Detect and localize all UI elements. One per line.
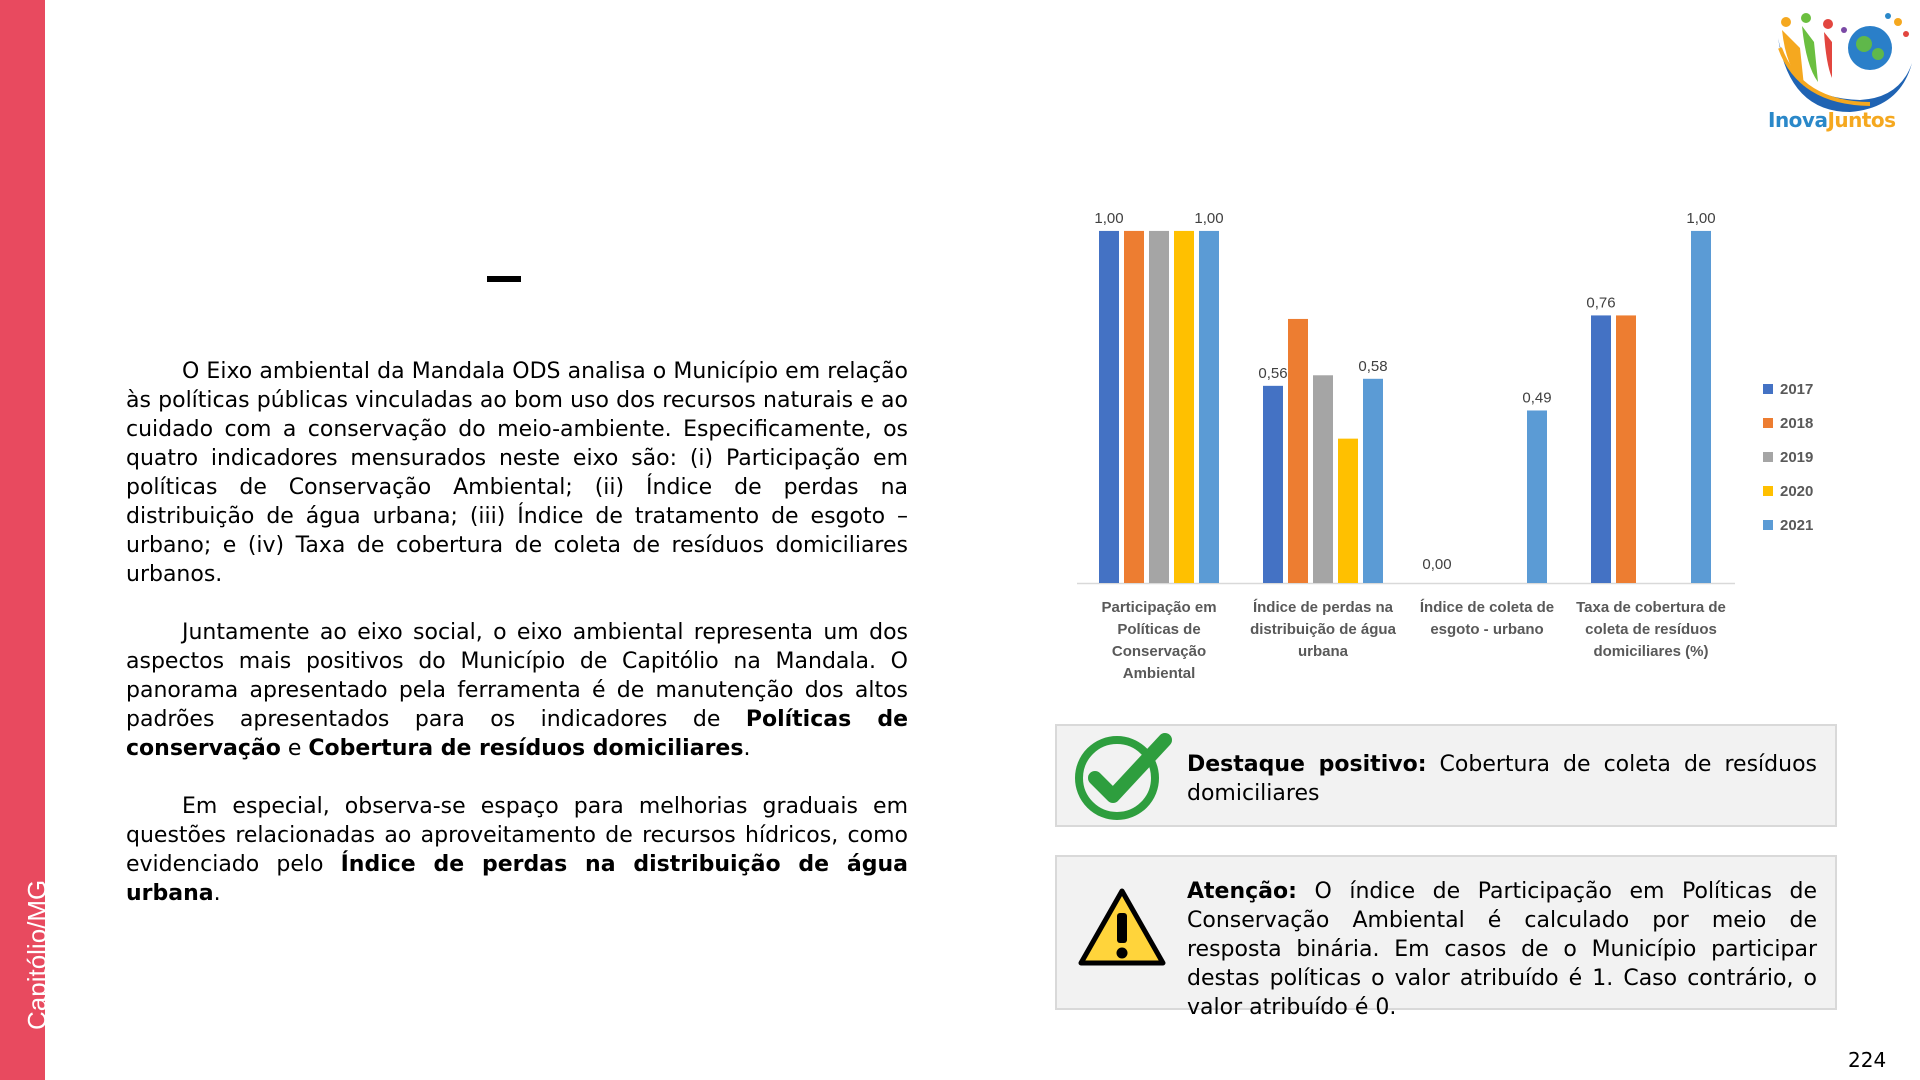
side-label: Capitólio/MG	[22, 879, 52, 1030]
attention-content: O índice de Participação em Políticas de Conservação Ambiental é calculado por meio de resposta binária. Em casos de o Município participar destas políticas o valor atribuído é 1. Caso contrário, o valor atribuído é 0.	[1187, 879, 1817, 1020]
bar-2019-cat-1	[1149, 231, 1169, 583]
check-icon	[1073, 732, 1173, 822]
bar-2020-cat-1	[1174, 231, 1194, 583]
category-label-2-line-3: urbana	[1297, 643, 1349, 660]
logo-text-part1: Inova	[1768, 108, 1828, 132]
paragraph-1: O Eixo ambiental da Mandala ODS analisa o Município em relação às políticas públicas vinculadas ao bom uso dos recursos naturais e ao cuidado com a conservação do meio-ambiente. Especificamente, os quatro indicadores mensurados neste eixo são: (i) Participação em políticas de Conservação Ambiental; (ii) Índice de perdas na distribuição de água urbana; (iii) Índice de tratamento de esgoto – urbano; e (iv) Taxa de cobertura de coleta de resíduos domiciliares urbanos.	[126, 359, 908, 587]
category-label-1-line-4: Ambiental	[1122, 665, 1196, 682]
paragraph-3-bold: Índice de perdas na distribuição de água urbana	[126, 852, 908, 906]
bar-2017-cat-1	[1099, 231, 1119, 583]
bar-2021-cat-4	[1691, 231, 1711, 583]
paragraph-2-end: .	[743, 736, 751, 761]
legend-label: 2017	[1780, 380, 1814, 398]
legend-item-2021	[1763, 508, 1813, 542]
bar-2020-cat-2	[1338, 439, 1358, 583]
data-label-1: 1,00	[1094, 209, 1124, 227]
highlight-box	[1055, 724, 1837, 827]
category-label-3-line-1: Índice de coleta de	[1419, 599, 1555, 616]
bar-2021-cat-2	[1363, 379, 1383, 583]
category-label-2-line-2: distribuição de água	[1250, 621, 1396, 638]
paragraph-3-text: Em especial, observa-se espaço para melhorias graduais em questões relacionadas ao aproveitamento de recursos hídricos, como evidenciado pelo	[126, 794, 908, 877]
paragraph-2-text: Juntamente ao eixo social, o eixo ambiental representa um dos aspectos mais positivos do Município de Capitólio na Mandala. O panorama apresentado pela ferramenta é de manutenção dos altos padrões apresentados para os indicadores de	[126, 620, 908, 732]
category-label-1-line-2: Políticas de	[1117, 621, 1201, 638]
data-label-7: 0,76	[1586, 294, 1616, 312]
data-label-2: 1,00	[1194, 209, 1224, 227]
data-label-6: 0,49	[1522, 389, 1552, 407]
legend-item-2018	[1763, 406, 1813, 440]
warning-icon	[1077, 887, 1167, 967]
paragraph-3-end: .	[213, 881, 221, 906]
legend-label: 2019	[1780, 448, 1814, 466]
bar-2018-cat-2	[1288, 319, 1308, 583]
legend-swatch	[1763, 384, 1773, 394]
attention-box	[1055, 855, 1837, 1020]
legend-label: 2021	[1780, 516, 1814, 534]
bar-2018-cat-1	[1124, 231, 1144, 583]
category-label-4-line-3: domiciliares (%)	[1593, 643, 1709, 660]
legend-swatch	[1763, 486, 1773, 496]
bar-2019-cat-2	[1313, 375, 1333, 583]
legend-swatch	[1763, 452, 1773, 462]
bar-chart	[1060, 195, 1760, 695]
attention-text	[1187, 877, 1817, 1022]
bar-2017-cat-4	[1591, 315, 1611, 583]
logo-text-part2: Juntos	[1827, 108, 1896, 132]
data-label-8: 1,00	[1686, 209, 1716, 227]
legend-label: 2018	[1780, 414, 1814, 432]
title-dash	[487, 276, 521, 282]
data-label-5: 0,00	[1422, 556, 1452, 573]
category-label-4-line-1: Taxa de cobertura de	[1576, 599, 1726, 616]
paragraph-3	[126, 792, 908, 908]
data-label-4: 0,58	[1358, 357, 1388, 375]
legend-item-2019	[1763, 440, 1813, 474]
category-label-3-line-2: esgoto - urbano	[1430, 621, 1544, 638]
body-text	[126, 357, 908, 937]
highlight-text	[1187, 750, 1817, 808]
paragraph-2	[126, 618, 908, 763]
chart-legend	[1763, 372, 1813, 542]
legend-swatch	[1763, 520, 1773, 530]
page-number: 224	[1848, 1048, 1887, 1072]
bar-2017-cat-2	[1263, 386, 1283, 583]
paragraph-2-bold-2: Cobertura de resíduos domiciliares	[308, 736, 744, 761]
logo-text	[1768, 108, 1896, 132]
attention-label: Atenção:	[1187, 879, 1297, 904]
legend-label: 2020	[1780, 482, 1814, 500]
category-label-2-line-1: Índice de perdas na	[1252, 599, 1394, 616]
legend-swatch	[1763, 418, 1773, 428]
highlight-label: Destaque positivo:	[1187, 752, 1427, 777]
paragraph-2-bold-1: Políticas de conservação	[126, 707, 908, 761]
category-label-1-line-1: Participação em	[1101, 599, 1217, 616]
category-label-4-line-2: coleta de resíduos	[1585, 621, 1717, 638]
paragraph-2-mid: e	[280, 736, 309, 761]
bar-2018-cat-4	[1616, 315, 1636, 583]
bar-2021-cat-1	[1199, 231, 1219, 583]
data-label-3: 0,56	[1258, 364, 1288, 382]
category-label-1-line-3: Conservação	[1111, 643, 1207, 660]
bar-2021-cat-3	[1527, 410, 1547, 583]
legend-item-2020	[1763, 474, 1813, 508]
highlight-content: Cobertura de coleta de resíduos domiciliares	[1187, 752, 1817, 806]
legend-item-2017	[1763, 372, 1813, 406]
